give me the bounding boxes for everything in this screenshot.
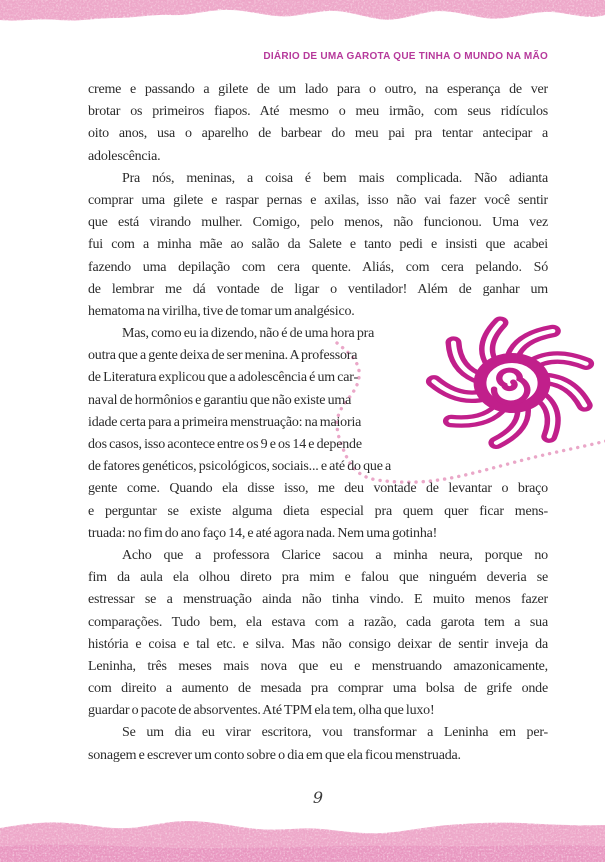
text-line: estressar se a menstruação ainda não tinha vindo. E muito menos fazer <box>88 592 548 608</box>
text-line: de lembrar me dá vontade de ligar o ventilador! Além de ganhar um <box>88 281 548 297</box>
text-line: de fatores genéticos, psicológicos, sociais... e até do que a <box>88 459 392 475</box>
text-line: adolescência. <box>88 148 161 164</box>
text-line: comparações. Tudo bem, ela estava com a razão, cada garota tem a sua <box>88 614 548 630</box>
text-line: história e coisa e tal etc. e silva. Mas não consigo deixar de sentir inveja da <box>88 636 548 652</box>
text-line: de Literatura explicou que a adolescência é um car- <box>88 370 358 386</box>
bottom-torn-edge <box>0 821 605 862</box>
text-line: Leninha, três meses mais nova que eu e menstruando amazonicamente, <box>88 658 548 674</box>
text-line: sonagem e escrever um conto sobre o dia em que ela ficou menstruada. <box>88 747 461 763</box>
text-line: que está virando mulher. Comigo, pelo menos, não funcionou. Uma vez <box>88 215 548 231</box>
text-line: e perguntar se existe alguma dieta especial pra quem quer ficar mens- <box>88 503 548 519</box>
text-line: dos casos, isso acontece entre os 9 e os 14 e depende <box>88 437 362 452</box>
top-torn-edge <box>0 0 605 21</box>
text-line: fim da aula ela olhou direto pra mim e falou que ninguém deveria se <box>88 570 548 586</box>
text-line: naval de hormônios e garantiu que não existe uma <box>88 392 352 408</box>
page-number: 9 <box>312 788 324 807</box>
text-line: truada: no fim do ano faço 14, e até agora nada. Nem uma gotinha! <box>88 525 438 541</box>
text-line: gente come. Quando ela disse isso, me deu vontade de levantar o braço <box>88 481 548 497</box>
text-line: idade certa para a primeira menstruação: na maioria <box>88 414 362 430</box>
text-line: outra que a gente deixa de ser menina. A professora <box>88 348 358 364</box>
text-line: brotar os primeiros fiapos. Até mesmo o meu irmão, com seus ridículos <box>88 104 548 120</box>
text-line: fui com a minha mãe ao salão da Salete e tanto pedi e insisti que acabei <box>88 237 548 253</box>
running-header-book-title: DIÁRIO DE UMA GAROTA QUE TINHA O MUNDO NA MÃO <box>263 51 548 62</box>
text-line: fazendo uma depilação com cera quente. Aliás, com cera pelando. Só <box>88 259 548 275</box>
text-line: guardar o pacote de absorventes. Até TPM ela tem, olha que luxo! <box>88 703 435 719</box>
text-line: Se um dia eu virar escritora, vou transformar a Leninha em per- <box>122 725 548 741</box>
text-line: Pra nós, meninas, a coisa é bem mais complicada. Não adianta <box>122 170 548 186</box>
text-line: Mas, como eu ia dizendo, não é de uma hora pra <box>122 326 375 342</box>
text-line: oito anos, usa o aparelho de barbear do meu pai pra tentar antecipar a <box>88 126 548 142</box>
text-line: com direito a aumento de mesada pra comprar uma bolsa de grife onde <box>88 681 548 697</box>
text-line: comprar uma gilete e raspar pernas e axilas, isso não vai fazer você sentir <box>88 192 548 208</box>
text-line: Acho que a professora Clarice sacou a minha neura, porque no <box>122 547 548 563</box>
text-line: hematoma na virilha, tive de tomar um analgésico. <box>88 303 355 319</box>
text-line: creme e passando a gilete de um lado para o outro, na esperança de ver <box>88 82 548 97</box>
body-text <box>88 79 548 767</box>
